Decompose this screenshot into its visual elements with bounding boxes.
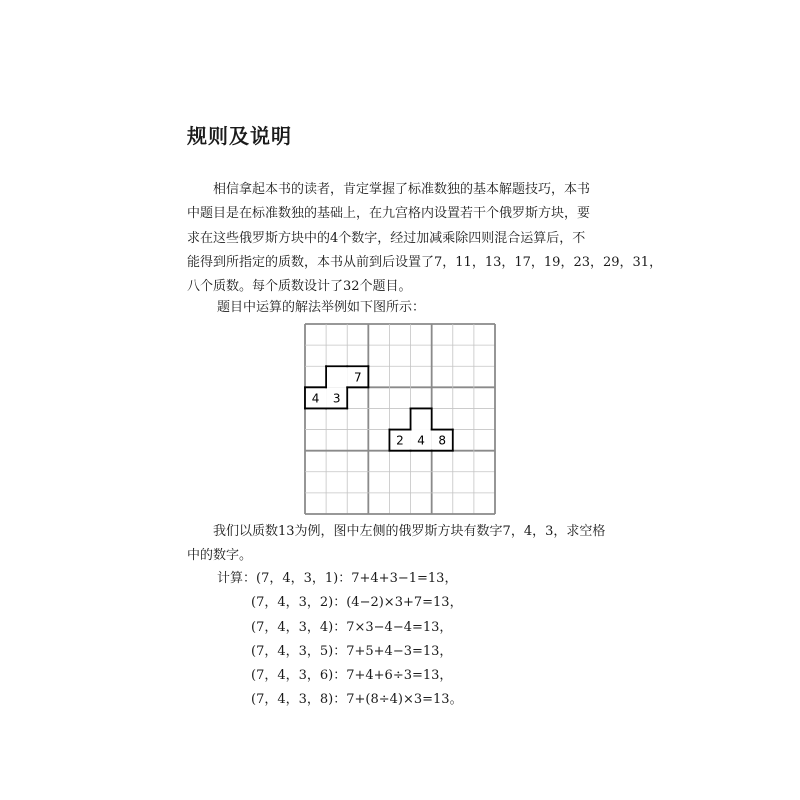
calc-row: (7，4，3，8)：7+(8÷4)×3=13。 bbox=[251, 692, 463, 708]
cell-number: 8 bbox=[438, 433, 447, 448]
explain-paragraph bbox=[187, 520, 612, 569]
calc-row: (7，4，3，5)：7+5+4−3=13， bbox=[251, 643, 453, 659]
explain-line: 我们以质数13为例，图中左侧的俄罗斯方块有数字7，4，3，求空格 bbox=[187, 524, 606, 539]
intro-line: 中题目是在标准数独的基础上，在九宫格内设置若干个俄罗斯方块，要 bbox=[187, 206, 591, 222]
calculation-list bbox=[217, 567, 463, 713]
cell-number: 3 bbox=[332, 391, 341, 406]
example-intro-text: 题目中运算的解法举例如下图所示： bbox=[217, 300, 426, 315]
cell-number: 4 bbox=[417, 433, 425, 448]
calc-row bbox=[217, 567, 463, 591]
calc-row: (7，4，3，6)：7+4+6÷3=13， bbox=[251, 668, 453, 684]
calc-label: 计算： bbox=[217, 571, 257, 586]
intro-line: 八个质数。每个质数设计了32个题目。 bbox=[187, 279, 412, 295]
cell-number: 4 bbox=[311, 391, 320, 406]
cell-number: 2 bbox=[396, 433, 404, 448]
sudoku-example-grid bbox=[304, 323, 496, 519]
intro-paragraph bbox=[187, 178, 663, 299]
explain-line: 中的数字。 bbox=[187, 548, 253, 564]
cell-number: 7 bbox=[353, 370, 362, 385]
calc-row: (7，4，3，4)：7×3−4−4=13， bbox=[251, 619, 453, 635]
example-intro bbox=[217, 296, 642, 320]
grid-svg bbox=[304, 323, 496, 515]
piece-cell bbox=[326, 366, 347, 387]
piece-cell bbox=[411, 408, 432, 429]
calc-row: (7，4，3，2)：(4−2)×3+7=13， bbox=[251, 595, 463, 611]
calc-expression: (7，4，3，1)：7+4+3−1=13， bbox=[256, 571, 458, 586]
intro-line: 能得到所指定的质数，本书从前到后设置了7，11，13，17，19，23，29，31， bbox=[187, 254, 663, 270]
intro-line: 相信拿起本书的读者，肯定掌握了标准数独的基本解题技巧，本书 bbox=[187, 182, 591, 197]
intro-line: 求在这些俄罗斯方块中的4个数字，经过加减乘除四则混合运算后，不 bbox=[187, 230, 586, 246]
page-title: 规则及说明 bbox=[187, 124, 292, 148]
